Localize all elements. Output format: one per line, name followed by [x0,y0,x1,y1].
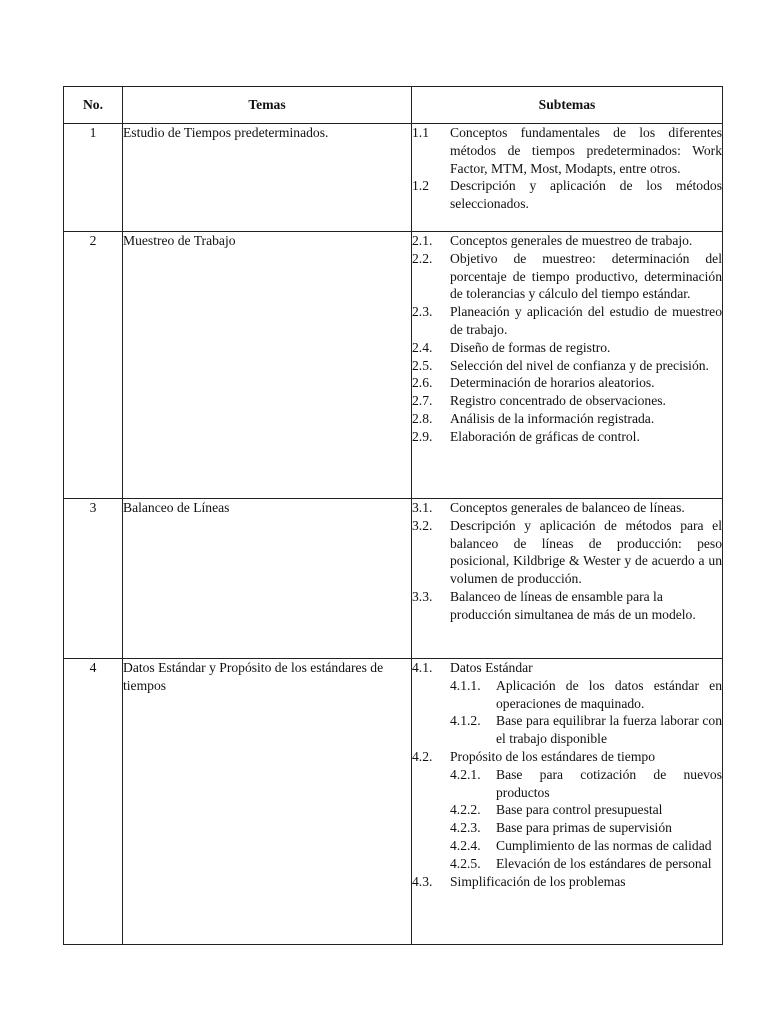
sub-subtema-item [412,855,722,873]
subtema-number: 2.4. [412,339,433,355]
subtema-item [412,232,722,250]
subtema-text: Conceptos generales de balanceo de líneas. [450,500,685,515]
table-row [64,499,723,659]
sub-subtema-number: 4.2.2. [450,802,481,818]
row-number: 3 [64,499,123,659]
header-subtemas: Subtemas [412,87,723,124]
table-row [64,232,723,499]
sub-subtema-item [412,801,722,819]
row-number: 1 [64,124,123,232]
subtema-number: 3.2. [412,517,433,533]
header-row [64,87,723,124]
subtema-item [412,873,722,891]
subtema-item [412,357,722,375]
subtema-item [412,428,722,446]
sub-subtema-number: 4.2.4. [450,837,481,853]
subtema-number: 4.3. [412,873,433,889]
subtema-text: Elaboración de gráficas de control. [450,428,640,444]
sub-subtema-text: Aplicación de los datos estándar en operaciones de maquinado. [496,677,722,711]
subtema-item [412,374,722,392]
subtema-text: Descripción y aplicación de métodos para el balanceo de líneas de producción: peso posicional, Kildbrige & Wester y de acuerdo a un volumen de producción. [450,517,722,587]
subtema-text: Descripción y aplicación de los métodos seleccionados. [450,178,722,212]
subtema-item [412,588,722,624]
subtema-item [412,499,722,517]
subtema-item [412,177,722,213]
sub-subtema-text: Cumplimiento de las normas de calidad [496,837,712,853]
subtema-text: Conceptos fundamentales de los diferentes métodos de tiempos predeterminados: Work Factor, MTM, Most, Modapts, entre otros. [450,125,722,176]
sub-subtema-item [412,766,722,802]
sub-subtema-item [412,837,722,855]
subtema-text: Diseño de formas de registro. [450,339,611,355]
sub-subtema-item [412,677,722,713]
subtema-text: Determinación de horarios aleatorios. [450,375,655,391]
sub-subtema-number: 4.2.5. [450,855,481,871]
sub-subtema-number: 4.1.1. [450,677,481,693]
tema-cell: Muestreo de Trabajo [123,232,412,499]
subtema-item [412,250,722,303]
subtema-item [412,392,722,410]
subtema-number: 1.1 [412,125,429,140]
subtema-number: 1.2 [412,178,429,194]
subtema-number: 2.2. [412,250,433,266]
subtema-item [412,517,722,588]
subtema-item [412,410,722,428]
subtema-item [412,659,722,677]
syllabus-table [63,86,723,945]
tema-cell: Datos Estándar y Propósito de los estándares de tiempos [123,659,412,945]
sub-subtema-number: 4.2.3. [450,820,481,836]
sub-subtema-text: Base para control presupuestal [496,802,663,818]
subtema-number: 4.1. [412,660,433,675]
subtema-number: 2.9. [412,428,433,444]
subtema-text: Balanceo de líneas de ensamble para la producción simultanea de más de un modelo. [450,588,696,622]
subtemas-cell [412,659,723,945]
table-row [64,124,723,232]
sub-subtema-text: Elevación de los estándares de personal [496,855,712,871]
subtema-text: Propósito de los estándares de tiempo [450,748,656,764]
table-row [64,659,723,945]
subtema-item [412,124,722,177]
sub-subtema-number: 4.1.2. [450,713,481,729]
sub-subtema-text: Base para equilibrar la fuerza laborar con el trabajo disponible [496,713,722,747]
subtema-item [412,303,722,339]
subtema-number: 4.2. [412,748,433,764]
subtema-number: 2.6. [412,375,433,391]
sub-subtema-text: Base para primas de supervisión [496,820,672,836]
subtema-number: 2.1. [412,233,433,248]
subtema-text: Objetivo de muestreo: determinación del porcentaje de tiempo productivo, determinación de tolerancias y cálculo del tiempo estándar. [450,250,722,302]
subtema-item [412,748,722,766]
subtema-number: 3.3. [412,588,433,604]
header-temas: Temas [123,87,412,124]
sub-subtema-item [412,712,722,748]
subtema-number: 3.1. [412,500,433,515]
subtema-number: 2.8. [412,410,433,426]
subtema-text: Datos Estándar [450,660,533,675]
subtema-text: Análisis de la información registrada. [450,410,655,426]
tema-cell: Balanceo de Líneas [123,499,412,659]
sub-subtema-text: Base para cotización de nuevos productos [496,766,722,800]
subtemas-cell [412,232,723,499]
tema-cell: Estudio de Tiempos predeterminados. [123,124,412,232]
subtema-text: Registro concentrado de observaciones. [450,393,666,409]
subtema-text: Conceptos generales de muestreo de trabajo. [450,233,693,248]
subtema-number: 2.5. [412,357,433,373]
row-number: 4 [64,659,123,945]
sub-subtema-item [412,819,722,837]
subtema-item [412,339,722,357]
subtema-text: Planeación y aplicación del estudio de muestreo de trabajo. [450,304,722,337]
subtema-text: Selección del nivel de confianza y de precisión. [450,357,709,373]
subtema-number: 2.7. [412,393,433,409]
sub-subtema-number: 4.2.1. [450,766,481,782]
row-number: 2 [64,232,123,499]
header-no: No. [64,87,123,124]
subtemas-cell [412,124,723,232]
subtemas-cell [412,499,723,659]
subtema-number: 2.3. [412,304,433,320]
subtema-text: Simplificación de los problemas [450,873,626,889]
